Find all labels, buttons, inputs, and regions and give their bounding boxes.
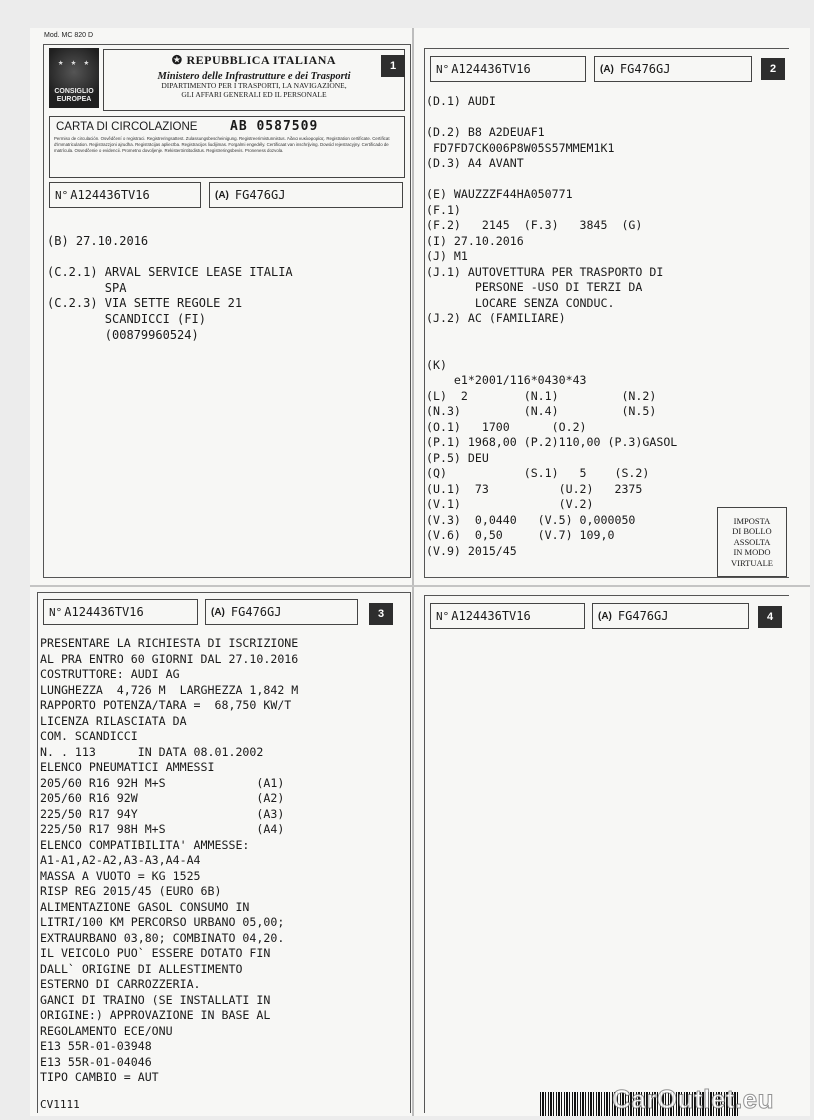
field-a-box-1 (209, 182, 403, 208)
field-number-value: A124436TV16 (64, 605, 144, 619)
field-a-box-3 (205, 599, 358, 625)
field-number-box-4 (430, 603, 585, 629)
field-number-label: N° (436, 62, 450, 76)
field-number-label: N° (49, 605, 63, 619)
stamp-duty-box: IMPOSTA DI BOLLO ASSOLTA IN MODO VIRTUALE (717, 507, 787, 577)
fold-line-vertical (412, 28, 414, 1116)
field-number-box-2 (430, 56, 586, 82)
panel-number-2: 2 (761, 58, 785, 80)
field-a-value: FG476GJ (230, 605, 282, 619)
republic-header (103, 49, 405, 111)
carta-number: AB 0587509 (230, 119, 319, 134)
field-a-label: (A) (211, 606, 225, 618)
ministry-name: Ministero delle Infrastrutture e dei Trasporti (157, 71, 351, 82)
eu-emblem (49, 48, 99, 108)
carta-multilingual-text: Permiso de circulación. Osvědčení o registraci. Registreringsattest. Zulassungsbescheinigung. Registreerimistunnistus. Άδεια κυκλοφορίας. Registration certificate. Certificat d'immatriculation. Reġistrazzjoni ajrudha. Registrācijas apliecība. Registracijos liudijimas. Forgalmi engedély. Certificaat van inschrijving. Dowód rejestracyjny. Certificado de matrícula. Osvedčenie o evidencii. Prometno dovoljenje. Rekisteröintitodistus. Registreringsbevis. Proneness dozvola. (54, 136, 390, 153)
field-a-label: (A) (600, 63, 614, 75)
field-a-value: FG476GJ (234, 188, 286, 202)
field-a-box-4 (592, 603, 749, 629)
panel-number-3: 3 (369, 603, 393, 625)
department-line-1: DIPARTIMENTO PER I TRASPORTI, LA NAVIGAZIONE, (161, 81, 347, 90)
vehicle-fields: (D.1) AUDI (D.2) B8 A2DEUAF1 FD7FD7CK006P8W05S57MMEM1K1 (D.3) A4 AVANT (E) WAUZZZF44HA050771 (F.1) (F.2) 2145 (F.3) 3845 (G) (I) 27.10.2016 (J) M1 (J.1) AUTOVETTURA PER TRASPORTO DI PERSONE -USO DI TERZI DA LOCARE SENZA CONDUC. (J.2) AC (FAMILIARE) (K) e1*2001/116*0430*43 (L) 2 (N.1) (N.2) (N.3) (N.4) (N.5) (O.1) 1700 (O.2) (P.1) 1968,00 (P.2)110,00 (P.3)GASOL (P.5) DEU (Q) (S.1) 5 (S.2) (U.1) 73 (U.2) 2375 (V.1) (V.2) (V.3) 0,0440 (V.5) 0,000050 (V.6) 0,50 (V.7) 109,0 (V.9) 2015/45 (426, 94, 678, 558)
field-a-label: (A) (215, 189, 229, 201)
carta-header (49, 116, 405, 178)
owner-fields: (B) 27.10.2016 (C.2.1) ARVAL SERVICE LEASE ITALIA SPA (C.2.3) VIA SETTE REGOLE 21 SCANDICCI (FI) (00879960524) (47, 234, 293, 342)
field-a-label: (A) (598, 610, 612, 622)
field-number-label: N° (55, 188, 69, 202)
field-a-value: FG476GJ (617, 609, 669, 623)
field-number-value: A124436TV16 (451, 609, 531, 623)
field-number-label: N° (436, 609, 450, 623)
republic-title: REPUBBLICA ITALIANA (186, 53, 337, 67)
field-number-box-1 (49, 182, 201, 208)
model-code: Mod. MC 820 D (44, 32, 94, 39)
department-line-2: GLI AFFARI GENERALI ED IL PERSONALE (181, 89, 327, 99)
field-number-value: A124436TV16 (70, 188, 150, 202)
panel-number-4: 4 (758, 606, 782, 628)
field-a-box-2 (594, 56, 752, 82)
field-number-box-3 (43, 599, 198, 625)
watermark: CarOutlet.eu (612, 1084, 775, 1114)
notes-fields: PRESENTARE LA RICHIESTA DI ISCRIZIONE AL PRA ENTRO 60 GIORNI DAL 27.10.2016 COSTRUTTORE: AUDI AG LUNGHEZZA 4,726 M LARGHEZZA 1,842 M RAPPORTO POTENZA/TARA = 68,750 KW/T LICENZA RILASCIATA DA COM. SCANDICCI N. . 113 IN DATA 08.01.2002 ELENCO PNEUMATICI AMMESSI 205/60 R16 92H M+S (A1) 205/60 R16 92W (A2) 225/50 R17 94Y (A3) 225/50 R17 98H M+S (A4) ELENCO COMPATIBILITA' AMMESSE: A1-A1,A2-A2,A3-A3,A4-A4 MASSA A VUOTO = KG 1525 RISP REG 2015/45 (EURO 6B) ALIMENTAZIONE GASOL CONSUMO IN LITRI/100 KM PERCORSO URBANO 05,00; EXTRAURBANO 03,80; COMBINATO 04,20. IL VEICOLO PUO` ESSERE DOTATO FIN DALL` ORIGINE DI ALLESTIMENTO ESTERNO DI CARROZZERIA. GANCI DI TRAINO (SE INSTALLATI IN ORIGINE:) APPROVAZIONE IN BASE AL REGOLAMENTO ECE/ONU E13 55R-01-03948 E13 55R-01-04046 TIPO CAMBIO = AUT (40, 636, 299, 1084)
footer-code: CV1111 (40, 1098, 80, 1111)
eu-label: CONSIGLIO EUROPEA (54, 88, 94, 103)
field-a-value: FG476GJ (619, 62, 671, 76)
panel-4 (424, 595, 789, 1113)
republic-emblem-icon: ✪ (171, 53, 183, 67)
carta-title: CARTA DI CIRCOLAZIONE (56, 121, 198, 133)
panel-number-1: 1 (381, 55, 405, 77)
fold-line-horizontal (30, 585, 810, 587)
field-number-value: A124436TV16 (451, 62, 531, 76)
eu-stars-icon: ★ ★ ★ (57, 58, 91, 68)
